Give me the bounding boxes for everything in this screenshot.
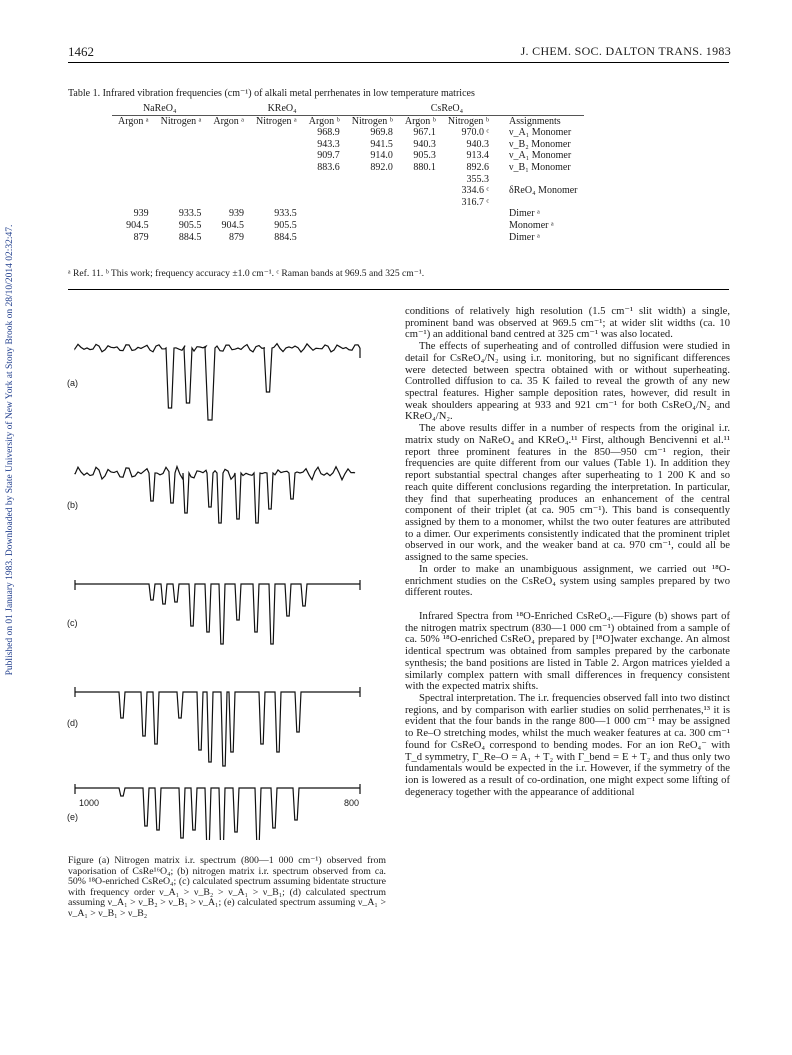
- table-row: [112, 185, 584, 197]
- table-cell: Monomer ᵃ: [509, 219, 554, 231]
- table-cell: [155, 197, 208, 209]
- table-cell: 939: [229, 208, 244, 220]
- col-header: Argon ᵃ: [118, 115, 149, 127]
- table-row: [112, 127, 584, 139]
- section-paragraph: Infrared Spectra from ¹⁸O-Enriched CsReO₄.—Figure (b) shows part of the nitrogen matrix spectrum (830—1 000 cm⁻¹) obtained from a sample of ca. 50% ¹⁸O-enriched CsReO₄ prepared by [¹⁸O]water exchange. An almost identical spectrum was obtained from samples prepared by the carbonate synthesis; the band positions are listed in Table 2. Argon matrices yielded a similarly complex pattern with small differences in frequency consistent with the expected matrix shifts.: [405, 610, 730, 693]
- group-k: KReO₄: [267, 103, 297, 114]
- table-cell: [155, 139, 208, 151]
- group-cs: CsReO₄: [430, 103, 464, 114]
- table-cell: [112, 197, 155, 209]
- col-header: Argon ᵇ: [308, 115, 340, 127]
- table-cell: 914.0: [370, 150, 393, 162]
- table-cell: [399, 185, 442, 197]
- table-cell: [250, 127, 303, 139]
- table-cell: [207, 174, 250, 186]
- col-header: Argon ᵇ: [404, 115, 436, 127]
- spectrum-e: [75, 788, 360, 840]
- table-row: [112, 150, 584, 162]
- table-cell: [207, 127, 250, 139]
- table-cell: [250, 162, 303, 174]
- table-cell: 879: [133, 231, 149, 243]
- table-cell: 334.6 ᶜ: [461, 185, 490, 197]
- table-cell: [495, 197, 583, 209]
- table-cell: [442, 232, 495, 244]
- table-cell: [155, 185, 208, 197]
- col-header: Assignments: [509, 115, 561, 127]
- table-cell: [250, 185, 303, 197]
- body-paragraph: In order to make an unambiguous assignment, we carried out ¹⁸O-enrichment studies on the CsReO₄ system using samples prepared by two different routes.: [405, 563, 730, 599]
- header-rule: [68, 62, 729, 63]
- right-column: [405, 306, 730, 798]
- table-cell: 892.6: [466, 161, 490, 173]
- table-cell: 904.5: [221, 219, 244, 231]
- col-header: Nitrogen ᵇ: [447, 115, 490, 127]
- axis-label-1000: 1000: [79, 798, 100, 808]
- table-cell: [303, 174, 346, 186]
- sidebar-text: Published on 01 January 1983. Downloaded by State University of New York at Stony Brook on 28/10/2014 02:32:47.: [5, 224, 15, 676]
- table-cell: [442, 220, 495, 232]
- table-cell: [303, 208, 346, 220]
- spectrum-a: [75, 344, 360, 420]
- table-cell: 880.1: [413, 161, 436, 173]
- body-paragraph: Spectral interpretation. The i.r. frequencies observed fall into two distinct regions, and by comparison with earlier studies on solid perrhenates,¹³ it is evident that the four bands in the range 800—1 000 cm⁻¹ may be assigned to Re–O stretching modes, whilst the much weaker features at ca. 300 cm⁻¹ found for CsReO₄ correspond to bending modes. For an ion ReO₄⁻ with T_d symmetry, Γ_Re–O = A₁ + T₂ with Γ_bend = E + T₂ and thus only two fundamentals would be expected in the i.r. However, if the symmetry of the ion is lowered as a result of co-ordination, one might expect some lifting of degeneracy together with the appearance of additional: [405, 693, 730, 798]
- frequency-table: [112, 103, 584, 243]
- table-cell: 933.5: [178, 208, 202, 220]
- table-cell: [250, 139, 303, 151]
- table-cell: 909.7: [317, 150, 340, 162]
- table-cell: [250, 197, 303, 209]
- table-cell: [303, 185, 346, 197]
- table-cell: [155, 127, 208, 139]
- table-cell: [207, 162, 250, 174]
- body-paragraph: The above results differ in a number of respects from the original i.r. matrix study on NaReO₄ and KReO₄.¹¹ First, although Bencivenni et al.¹¹ report three prominent features in the 850—950 cm⁻¹ region, their frequencies are quite different from our values (Table 1). In addition they report substantial spectral changes after superheating to 1 200 K and so reach quite different conclusions regarding the interpretation. In particular, they find that superheating produces an enhancement of the central component of their triplet (at ca. 905 cm⁻¹). This band is consequently assigned by them to a monomer, whilst the two outer features are attributed to a dimer. Our experiments consistently indicated that the prominent triplet observed in our work, and the weaker band at ca. 970 cm⁻¹, could all be assigned to the same species.: [405, 423, 730, 564]
- table-cell: [250, 174, 303, 186]
- table-cell: 905.3: [413, 150, 436, 162]
- table-cell: [303, 232, 346, 244]
- table-cell: 967.1: [413, 127, 436, 139]
- table-cell: 969.8: [370, 127, 393, 139]
- table-cell: ν_B₂ Monomer: [509, 138, 571, 150]
- table-cell: ν_B₁ Monomer: [509, 161, 571, 173]
- page-number: 1462: [68, 44, 94, 59]
- table-row: [112, 139, 584, 151]
- table-cell: 941.5: [370, 138, 393, 150]
- table-cell: 940.3: [466, 138, 490, 150]
- table-cell: 904.5: [126, 219, 149, 231]
- col-header: Nitrogen ᵃ: [160, 115, 202, 127]
- table-cell: 316.7 ᶜ: [461, 196, 490, 208]
- table-cell: 913.4: [466, 150, 490, 162]
- table-cell: [346, 232, 399, 244]
- table-cell: 943.3: [317, 138, 340, 150]
- spectrum-d: [75, 692, 360, 766]
- table-cell: [112, 162, 155, 174]
- table-cell: 933.5: [274, 208, 297, 220]
- table-cell: [112, 127, 155, 139]
- col-header: Argon ᵃ: [213, 115, 244, 127]
- panel-label-c: (c): [67, 618, 78, 628]
- table-row: [112, 174, 584, 186]
- figure-caption: Figure (a) Nitrogen matrix i.r. spectrum (800—1 000 cm⁻¹) observed from vaporisation of CsRe¹⁶O₄; (b) nitrogen matrix i.r. spectrum observed from ca. 50% ¹⁸O-enriched CsReO₄; (c) calculated spectrum assuming bidentate structure with frequency order ν_A₁ > ν_B₂ > ν_A₁ > ν_B₁; (d) calculated spectrum assuming ν_A₁ > ν_B₂ > ν_B₁ > ν_A₁; (e) calculated spectrum assuming ν_A₁ > ν_A₁ > ν_B₁ > ν_B₂: [68, 855, 386, 919]
- col-header: Nitrogen ᵃ: [256, 115, 297, 127]
- table-cell: [303, 197, 346, 209]
- panel-label-b: (b): [67, 500, 78, 510]
- table-cell: [250, 150, 303, 162]
- table-cell: [399, 174, 442, 186]
- spectra-figure: [60, 340, 400, 840]
- table-cell: Dimer ᵃ: [509, 231, 540, 243]
- table-cell: [155, 174, 208, 186]
- table-cell: 355.3: [466, 173, 490, 185]
- body-paragraph: conditions of relatively high resolution (1.5 cm⁻¹ slit width) a single, prominent band was observed at 969.5 cm⁻¹; at wider slit widths (ca. 10 cm⁻¹) an additional band centred at 325 cm⁻¹ was also located.: [405, 306, 730, 341]
- table-cell: [155, 150, 208, 162]
- table-cell: [346, 220, 399, 232]
- table-cell: 905.5: [274, 219, 297, 231]
- table-cell: [207, 197, 250, 209]
- table-cell: δReO₄ Monomer: [509, 185, 578, 197]
- table-cell: 968.9: [317, 127, 340, 139]
- table-cell: 884.5: [178, 231, 202, 243]
- journal-header: J. CHEM. SOC. DALTON TRANS. 1983: [520, 44, 731, 58]
- table-row: [112, 197, 584, 209]
- table-bottom-rule: [68, 289, 729, 290]
- table-cell: [346, 185, 399, 197]
- table-cell: [399, 220, 442, 232]
- table-cell: [442, 208, 495, 220]
- table-row: [112, 220, 584, 232]
- table-cell: [399, 232, 442, 244]
- table-cell: [112, 139, 155, 151]
- table-cell: ν_A₁ Monomer: [509, 150, 572, 162]
- table-cell: [155, 162, 208, 174]
- axis-label-800: 800: [344, 798, 360, 808]
- table-cell: 905.5: [178, 219, 202, 231]
- table-cell: [207, 185, 250, 197]
- sidebar-publication-note: [4, 160, 16, 740]
- table-caption: Table 1. Infrared vibration frequencies (cm⁻¹) of alkali metal perrhenates in low temperature matrices: [68, 88, 475, 99]
- panel-label-a: (a): [67, 378, 78, 388]
- table-row: [112, 162, 584, 174]
- table-row: [112, 232, 584, 244]
- table-cell: 970.0 ᶜ: [461, 127, 490, 139]
- table-cell: [207, 150, 250, 162]
- table-cell: [495, 174, 583, 186]
- table-cell: 884.5: [274, 231, 297, 243]
- table-cell: 883.6: [317, 161, 340, 173]
- table-cell: [112, 150, 155, 162]
- table-cell: [346, 208, 399, 220]
- table-cell: [399, 197, 442, 209]
- table-cell: ν_A₁ Monomer: [509, 127, 572, 139]
- table-footnote: ᵃ Ref. 11. ᵇ This work; frequency accuracy ±1.0 cm⁻¹. ᶜ Raman bands at 969.5 and 325 cm⁻¹.: [68, 268, 425, 279]
- spectrum-c: [75, 584, 360, 644]
- group-na: NaReO₄: [142, 103, 177, 114]
- table-cell: [112, 174, 155, 186]
- table-cell: Dimer ᵃ: [509, 208, 540, 220]
- table-header-row: [112, 115, 584, 127]
- table-cell: [207, 139, 250, 151]
- spectrum-b: [75, 467, 355, 523]
- table-cell: 940.3: [413, 138, 436, 150]
- body-paragraph: The effects of superheating and of controlled diffusion were studied in detail for CsReO₄/N₂ using i.r. monitoring, but no significant differences were detected between spectra obtained with or without superheating. Controlled diffusion to ca. 35 K failed to reveal the growth of any new spectral features. Higher sample deposition rates, however, did result in weak shoulders appearing at 933 and 921 cm⁻¹ for both CsReO₄/N₂ and KReO₄/N₂.: [405, 341, 730, 423]
- table-cell: [346, 197, 399, 209]
- table-cell: [346, 174, 399, 186]
- table-cell: 892.0: [370, 161, 393, 173]
- table-cell: [399, 208, 442, 220]
- table-row: [112, 208, 584, 220]
- col-header: Nitrogen ᵇ: [351, 115, 393, 127]
- panel-label-e: (e): [67, 812, 78, 822]
- table-group-row: [112, 103, 584, 115]
- table-cell: 879: [229, 231, 244, 243]
- table-cell: [303, 220, 346, 232]
- table-cell: [112, 185, 155, 197]
- panel-label-d: (d): [67, 718, 78, 728]
- table-cell: 939: [133, 208, 149, 220]
